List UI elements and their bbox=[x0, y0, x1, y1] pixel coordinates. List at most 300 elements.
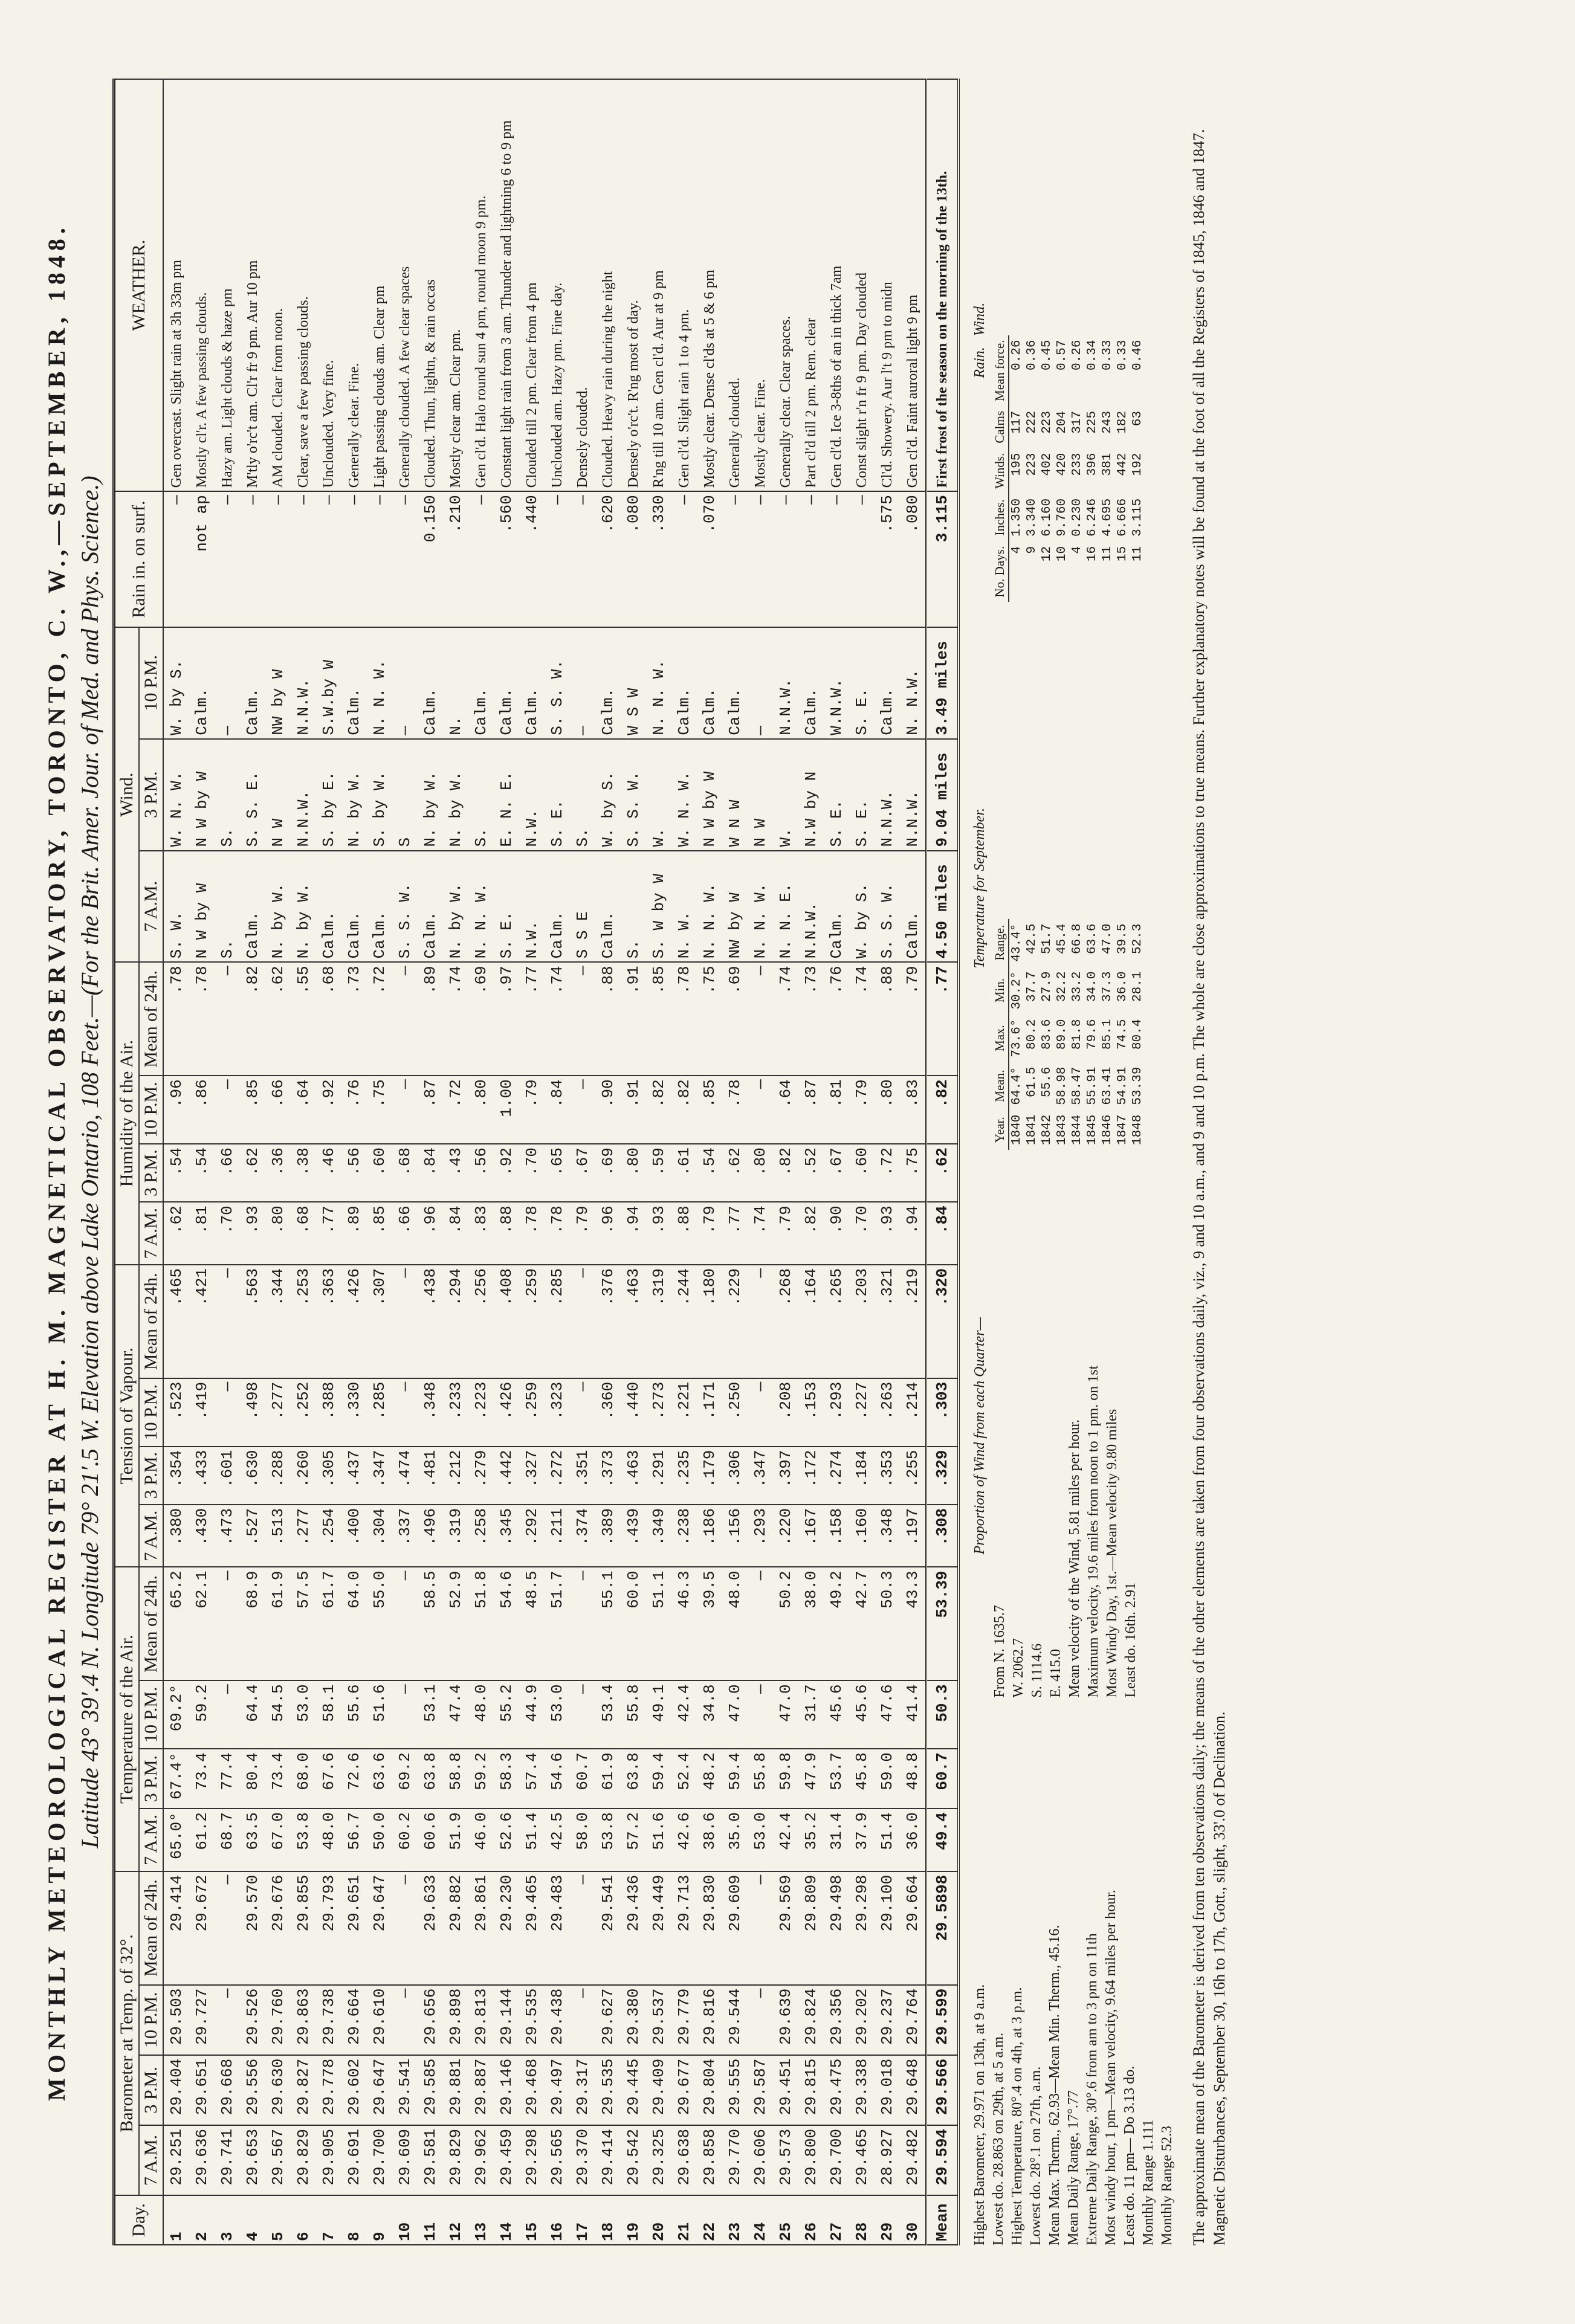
value-cell: 47.0 bbox=[722, 1680, 748, 1749]
value-cell: 29.727 bbox=[189, 1985, 215, 2055]
sub-mean: Mean of 24h. bbox=[139, 1265, 163, 1378]
value-cell: .463 bbox=[621, 1447, 646, 1505]
value-cell: 47.4 bbox=[443, 1680, 468, 1749]
value-cell: .421 bbox=[189, 1265, 215, 1378]
value-cell: 63.8 bbox=[418, 1749, 443, 1809]
day-row bbox=[265, 79, 291, 2245]
wind-summary bbox=[972, 1174, 1178, 1698]
value-cell: 29.610 bbox=[367, 1985, 392, 2055]
mini-cell: 6.160 bbox=[1040, 498, 1054, 537]
value-cell: .221 bbox=[671, 1378, 697, 1447]
day-cell: 30 bbox=[900, 2195, 927, 2245]
value-cell: 29.380 bbox=[621, 1985, 646, 2055]
value-cell: .76 bbox=[824, 962, 849, 1076]
value-cell: — bbox=[392, 1985, 418, 2055]
wind-cell: NW by W bbox=[265, 627, 291, 739]
value-cell: 29.459 bbox=[494, 2125, 519, 2195]
sub-10pm: 10 P.M. bbox=[139, 1680, 163, 1749]
day-cell: 11 bbox=[418, 2195, 443, 2245]
value-cell: 29.700 bbox=[824, 2125, 849, 2195]
mini-cell: 37.3 bbox=[1101, 971, 1114, 1002]
value-cell: 60.7 bbox=[927, 1749, 959, 1809]
value-cell: 29.438 bbox=[545, 1985, 570, 2055]
value-cell: 29.609 bbox=[722, 1871, 748, 1985]
value-cell: — bbox=[392, 1076, 418, 1144]
value-cell: 29.298 bbox=[519, 2125, 545, 2195]
wind-cell: N.N.W. bbox=[798, 851, 824, 963]
value-cell: .164 bbox=[798, 1265, 824, 1378]
mini-cell: 66.8 bbox=[1070, 923, 1084, 954]
value-cell: 29.338 bbox=[849, 2055, 875, 2125]
value-cell: — bbox=[748, 962, 773, 1076]
value-cell: — bbox=[570, 1265, 595, 1378]
value-cell: .277 bbox=[265, 1378, 291, 1447]
value-cell: .219 bbox=[900, 1265, 927, 1378]
value-cell: 29.594 bbox=[927, 2125, 959, 2195]
value-cell: 45.6 bbox=[824, 1680, 849, 1749]
temp-table-caption: Temperature for September. bbox=[972, 807, 988, 969]
value-cell: .255 bbox=[900, 1447, 927, 1505]
value-cell: 77.4 bbox=[215, 1749, 240, 1809]
value-cell: .72 bbox=[367, 962, 392, 1076]
wind-cell: N. W. bbox=[671, 851, 697, 963]
value-cell: .80 bbox=[621, 1144, 646, 1202]
wind-cell: W.N.W. bbox=[824, 627, 849, 739]
mini-cell: 182 bbox=[1116, 410, 1130, 434]
value-cell: 58.0 bbox=[570, 1809, 595, 1871]
mini-row bbox=[1115, 919, 1130, 1150]
wind-cell: S. S. W. bbox=[545, 627, 570, 739]
sub-mean: Mean of 24h. bbox=[139, 1567, 163, 1680]
mini-cell: 223 bbox=[1025, 453, 1039, 476]
value-cell: 61.9 bbox=[595, 1749, 621, 1809]
wind-cell: S. E. bbox=[494, 851, 519, 963]
register-body bbox=[163, 79, 959, 2245]
value-cell: .88 bbox=[875, 962, 900, 1076]
value-cell: 1.00 bbox=[494, 1076, 519, 1144]
sub-3pm: 3 P.M. bbox=[139, 739, 163, 851]
value-cell: — bbox=[748, 1076, 773, 1144]
value-cell: 47.9 bbox=[798, 1749, 824, 1809]
value-cell: .79 bbox=[697, 1202, 722, 1265]
value-cell: .70 bbox=[215, 1202, 240, 1265]
wind-cell: W. by S. bbox=[595, 739, 621, 851]
value-cell: 39.5 bbox=[697, 1567, 722, 1680]
rain-table-caption bbox=[972, 79, 988, 602]
col-day: Day. bbox=[114, 2195, 164, 2245]
mini-row bbox=[1009, 335, 1024, 602]
wind-cell: W. bbox=[646, 739, 671, 851]
day-row bbox=[163, 79, 189, 2245]
value-cell: — bbox=[570, 491, 595, 627]
value-cell: .96 bbox=[595, 1202, 621, 1265]
value-cell: 29.498 bbox=[824, 1871, 849, 1985]
value-cell: .474 bbox=[392, 1447, 418, 1505]
sub-10pm: 10 P.M. bbox=[139, 627, 163, 739]
value-cell: .184 bbox=[849, 1447, 875, 1505]
value-cell: 48.2 bbox=[697, 1749, 722, 1809]
value-cell: 29.144 bbox=[494, 1985, 519, 2055]
wind-quarters bbox=[992, 1174, 1064, 1698]
value-cell: .160 bbox=[849, 1505, 875, 1567]
value-cell: 29.251 bbox=[163, 2125, 189, 2195]
value-cell: .426 bbox=[494, 1378, 519, 1447]
value-cell: 42.4 bbox=[773, 1809, 798, 1871]
wind-cell: S. E. bbox=[545, 739, 570, 851]
mini-row bbox=[1070, 335, 1085, 602]
day-cell: 23 bbox=[722, 2195, 748, 2245]
wind-cell: N. N. W. bbox=[468, 851, 494, 963]
mini-cell: 0.33 bbox=[1116, 340, 1130, 370]
value-cell: .292 bbox=[519, 1505, 545, 1567]
wind-cell: N.N.W. bbox=[291, 739, 316, 851]
value-cell: 51.7 bbox=[545, 1567, 570, 1680]
day-row bbox=[798, 79, 824, 2245]
wind-cell: E. N. E. bbox=[494, 739, 519, 851]
value-cell: — bbox=[367, 491, 392, 627]
value-cell: 29.638 bbox=[671, 2125, 697, 2195]
value-cell: .560 bbox=[494, 491, 519, 627]
wind-cell: Calm. bbox=[671, 627, 697, 739]
value-cell: 52.6 bbox=[494, 1809, 519, 1871]
day-row bbox=[189, 79, 215, 2245]
rain-table bbox=[992, 335, 1145, 602]
value-cell: 29.676 bbox=[265, 1871, 291, 1985]
value-cell: — bbox=[798, 491, 824, 627]
mini-header: Max. bbox=[992, 1015, 1009, 1062]
value-cell: 29.018 bbox=[875, 2055, 900, 2125]
weather-cell: Densely clouded. bbox=[570, 79, 595, 491]
value-cell: .601 bbox=[215, 1447, 240, 1505]
value-cell: .233 bbox=[443, 1378, 468, 1447]
wind-cell: N.N.W. bbox=[773, 627, 798, 739]
value-cell: .60 bbox=[849, 1144, 875, 1202]
value-cell: .77 bbox=[927, 962, 959, 1076]
day-row bbox=[494, 79, 519, 2245]
weather-cell: Gen cl'd. Ice 3-8ths of an in thick 7am bbox=[824, 79, 849, 491]
value-cell: .86 bbox=[189, 1076, 215, 1144]
value-cell: 29.230 bbox=[494, 1871, 519, 1985]
value-cell: .69 bbox=[468, 962, 494, 1076]
value-cell: .167 bbox=[798, 1505, 824, 1567]
value-cell: — bbox=[570, 1680, 595, 1749]
day-row bbox=[341, 79, 367, 2245]
value-cell: .82 bbox=[646, 1076, 671, 1144]
day-row bbox=[240, 79, 265, 2245]
value-cell: .82 bbox=[927, 1076, 959, 1144]
value-cell: — bbox=[570, 1378, 595, 1447]
value-cell: 53.0 bbox=[748, 1809, 773, 1871]
day-cell: 5 bbox=[265, 2195, 291, 2245]
wind-cell: Calm. bbox=[341, 851, 367, 963]
day-row bbox=[595, 79, 621, 2245]
weather-cell: Gen cl'd. Slight rain 1 to 4 pm. bbox=[671, 79, 697, 491]
day-cell: 27 bbox=[824, 2195, 849, 2245]
temp-table bbox=[992, 919, 1145, 1150]
value-cell: 62.1 bbox=[189, 1567, 215, 1680]
mini-row bbox=[1040, 919, 1055, 1150]
value-cell: .72 bbox=[875, 1144, 900, 1202]
value-cell: 29.100 bbox=[875, 1871, 900, 1985]
value-cell: 34.8 bbox=[697, 1680, 722, 1749]
value-cell: — bbox=[392, 1567, 418, 1680]
value-cell: 29.668 bbox=[215, 2055, 240, 2125]
value-cell: 60.6 bbox=[418, 1809, 443, 1871]
mini-cell: 32.2 bbox=[1055, 971, 1069, 1002]
mini-cell: 28.1 bbox=[1131, 971, 1145, 1002]
value-cell: .69 bbox=[722, 962, 748, 1076]
value-cell: .250 bbox=[722, 1378, 748, 1447]
wind-cell: N W bbox=[265, 739, 291, 851]
value-cell: 29.713 bbox=[671, 1871, 697, 1985]
value-cell: 29.298 bbox=[849, 1871, 875, 1985]
value-cell: .85 bbox=[646, 962, 671, 1076]
value-cell: .60 bbox=[367, 1144, 392, 1202]
value-cell: 29.741 bbox=[215, 2125, 240, 2195]
mini-row bbox=[1024, 335, 1040, 602]
value-cell: 53.8 bbox=[291, 1809, 316, 1871]
mini-cell: 225 bbox=[1085, 410, 1099, 434]
mini-cell: 9.760 bbox=[1055, 498, 1069, 537]
mini-cell: 63 bbox=[1131, 410, 1145, 427]
value-cell: 29.565 bbox=[545, 2125, 570, 2195]
value-cell: — bbox=[570, 1567, 595, 1680]
day-cell: 13 bbox=[468, 2195, 494, 2245]
value-cell: 67.0 bbox=[265, 1809, 291, 1871]
value-cell: 29.653 bbox=[240, 2125, 265, 2195]
mini-row bbox=[1085, 335, 1100, 602]
value-cell: 65.0° bbox=[163, 1809, 189, 1871]
value-cell: 29.829 bbox=[291, 2125, 316, 2195]
value-cell: .36 bbox=[265, 1144, 291, 1202]
wind-cell: Calm. bbox=[418, 627, 443, 739]
day-cell: 26 bbox=[798, 2195, 824, 2245]
value-cell: .66 bbox=[215, 1144, 240, 1202]
value-cell: 29.497 bbox=[545, 2055, 570, 2125]
value-cell: .274 bbox=[824, 1447, 849, 1505]
value-cell: .321 bbox=[875, 1265, 900, 1378]
value-cell: .87 bbox=[798, 1076, 824, 1144]
mini-cell: 204 bbox=[1055, 410, 1069, 434]
mini-header: Year. bbox=[992, 1110, 1009, 1150]
mini-cell: 117 bbox=[1010, 410, 1024, 434]
value-cell: .87 bbox=[418, 1076, 443, 1144]
value-cell: 72.6 bbox=[341, 1749, 367, 1809]
wind-quarter: W. 2062.7 bbox=[1011, 1638, 1026, 1698]
value-cell: 29.585 bbox=[418, 2055, 443, 2125]
weather-cell: Generally clear. Fine. bbox=[341, 79, 367, 491]
value-cell: 55.8 bbox=[621, 1680, 646, 1749]
rain-history bbox=[972, 79, 1178, 602]
value-cell: .363 bbox=[316, 1265, 341, 1378]
wind-cell: S. bbox=[468, 739, 494, 851]
value-cell: .89 bbox=[418, 962, 443, 1076]
value-cell: .82 bbox=[671, 1076, 697, 1144]
day-cell: Mean bbox=[927, 2195, 959, 2245]
value-cell: .81 bbox=[824, 1076, 849, 1144]
wind-cell: NW by W bbox=[722, 851, 748, 963]
value-cell: .203 bbox=[849, 1265, 875, 1378]
value-cell: 38.6 bbox=[697, 1809, 722, 1871]
value-cell: — bbox=[215, 1265, 240, 1378]
value-cell: 55.8 bbox=[748, 1749, 773, 1809]
value-cell: 29.483 bbox=[545, 1871, 570, 1985]
summary-line: Extreme Daily Range, 30°.6 from am to 3 pm on 11th bbox=[1084, 1933, 1100, 2245]
wind-cell: S. E. bbox=[849, 627, 875, 739]
mini-cell: 3.340 bbox=[1025, 498, 1039, 537]
wind-cell: N.W. bbox=[519, 851, 545, 963]
value-cell: — bbox=[215, 962, 240, 1076]
mini-cell: 55.91 bbox=[1085, 1067, 1099, 1105]
value-cell: 29.475 bbox=[824, 2055, 849, 2125]
value-cell: 29.881 bbox=[443, 2055, 468, 2125]
value-cell: .320 bbox=[927, 1265, 959, 1378]
value-cell: .66 bbox=[265, 1076, 291, 1144]
value-cell: 29.700 bbox=[367, 2125, 392, 2195]
value-cell: .74 bbox=[849, 962, 875, 1076]
value-cell: 36.0 bbox=[900, 1809, 927, 1871]
value-cell: — bbox=[215, 491, 240, 627]
value-cell: 29.567 bbox=[265, 2125, 291, 2195]
value-cell: .305 bbox=[316, 1447, 341, 1505]
value-cell: 31.4 bbox=[824, 1809, 849, 1871]
mini-cell: 442 bbox=[1116, 453, 1130, 476]
day-cell: 18 bbox=[595, 2195, 621, 2245]
value-cell: 49.2 bbox=[824, 1567, 849, 1680]
value-cell: .54 bbox=[697, 1144, 722, 1202]
weather-cell: Mostly clear. Fine. bbox=[748, 79, 773, 491]
value-cell: .172 bbox=[798, 1447, 824, 1505]
value-cell: 37.9 bbox=[849, 1809, 875, 1871]
value-cell: 60.2 bbox=[392, 1809, 418, 1871]
value-cell: .438 bbox=[418, 1265, 443, 1378]
mini-cell: 83.6 bbox=[1040, 1019, 1054, 1050]
value-cell: 29.482 bbox=[900, 2125, 927, 2195]
weather-cell: AM clouded. Clear from noon. bbox=[265, 79, 291, 491]
value-cell: 53.4 bbox=[595, 1680, 621, 1749]
value-cell: 29.800 bbox=[798, 2125, 824, 2195]
value-cell: — bbox=[773, 491, 798, 627]
value-cell: — bbox=[215, 1680, 240, 1749]
wind-cell: N. bbox=[443, 627, 468, 739]
value-cell: 29.556 bbox=[240, 2055, 265, 2125]
value-cell: .68 bbox=[291, 1202, 316, 1265]
value-cell: .400 bbox=[341, 1505, 367, 1567]
mini-cell: 33.2 bbox=[1070, 971, 1084, 1002]
value-cell: 42.5 bbox=[545, 1809, 570, 1871]
value-cell: 29.738 bbox=[316, 1985, 341, 2055]
sub-10pm: 10 P.M. bbox=[139, 1985, 163, 2055]
value-cell: .440 bbox=[621, 1378, 646, 1447]
wind-cell: S. E. bbox=[824, 739, 849, 851]
value-cell: .77 bbox=[519, 962, 545, 1076]
value-cell: .620 bbox=[595, 491, 621, 627]
day-cell: 15 bbox=[519, 2195, 545, 2245]
value-cell: .179 bbox=[697, 1447, 722, 1505]
mini-cell: 36.0 bbox=[1116, 971, 1130, 1002]
value-cell: 29.627 bbox=[595, 1985, 621, 2055]
value-cell: 29.535 bbox=[595, 2055, 621, 2125]
value-cell: .211 bbox=[545, 1505, 570, 1567]
value-cell: .85 bbox=[367, 1202, 392, 1265]
value-cell: — bbox=[748, 1871, 773, 1985]
sub-7am: 7 A.M. bbox=[139, 1809, 163, 1871]
value-cell: 47.6 bbox=[875, 1680, 900, 1749]
value-cell: .94 bbox=[621, 1202, 646, 1265]
wind-cell: N. N. W. bbox=[748, 851, 773, 963]
value-cell: .79 bbox=[849, 1076, 875, 1144]
wind-cell: S. S. E. bbox=[240, 739, 265, 851]
mini-cell: 42.5 bbox=[1025, 923, 1039, 954]
mini-cell: 1844 bbox=[1070, 1114, 1084, 1145]
value-cell: — bbox=[671, 491, 697, 627]
register-subtitle: Latitude 43° 39′.4 N. Longitude 79° 21′.5 W. Elevation above Lake Ontario, 108 Feet.—(For the Brit. Amer. Jour. of Med. and Phys. Science.) bbox=[76, 476, 103, 1848]
mini-row bbox=[1115, 335, 1130, 602]
mini-cell: 15 bbox=[1116, 546, 1130, 562]
mini-cell: 27.9 bbox=[1040, 971, 1054, 1002]
wind-cell: S. bbox=[621, 851, 646, 963]
value-cell: 48.8 bbox=[900, 1749, 927, 1809]
day-row bbox=[697, 79, 722, 2245]
value-cell: .388 bbox=[316, 1378, 341, 1447]
mini-header: Inches. bbox=[992, 494, 1009, 541]
value-cell: .513 bbox=[265, 1505, 291, 1567]
sub-10pm: 10 P.M. bbox=[139, 1378, 163, 1447]
day-row bbox=[621, 79, 646, 2245]
value-cell: — bbox=[748, 491, 773, 627]
value-cell: .329 bbox=[927, 1447, 959, 1505]
value-cell: — bbox=[392, 491, 418, 627]
value-cell: .303 bbox=[927, 1378, 959, 1447]
wind-cell: 9.04 miles bbox=[927, 739, 959, 851]
value-cell: .80 bbox=[748, 1144, 773, 1202]
value-cell: .88 bbox=[494, 1202, 519, 1265]
value-cell: 29.468 bbox=[519, 2055, 545, 2125]
value-cell: 55.1 bbox=[595, 1567, 621, 1680]
value-cell: .77 bbox=[722, 1202, 748, 1265]
weather-cell: Densely o'rc't. R'ng most of day. bbox=[621, 79, 646, 491]
day-row bbox=[875, 79, 900, 2245]
value-cell: .527 bbox=[240, 1505, 265, 1567]
wind-caption: Proportion of Wind from each Quarter— bbox=[972, 1317, 988, 1555]
day-row bbox=[545, 79, 570, 2245]
value-cell: not ap bbox=[189, 491, 215, 627]
value-cell: .353 bbox=[875, 1447, 900, 1505]
wind-cell: — bbox=[215, 627, 240, 739]
wind-cell: N.N.W. bbox=[900, 739, 927, 851]
wind-cell: Calm. bbox=[798, 627, 824, 739]
value-cell: — bbox=[748, 1985, 773, 2055]
value-cell: .463 bbox=[621, 1265, 646, 1378]
value-cell: 60.7 bbox=[570, 1749, 595, 1809]
wind-cell: N W bbox=[748, 739, 773, 851]
wind-cell: Calm. bbox=[494, 627, 519, 739]
wind-cell: — bbox=[570, 627, 595, 739]
mini-cell: 61.5 bbox=[1025, 1067, 1039, 1097]
value-cell: 29.633 bbox=[418, 1871, 443, 1985]
wind-cell: Calm. bbox=[595, 627, 621, 739]
mini-cell: 195 bbox=[1010, 453, 1024, 476]
mini-cell: 47.0 bbox=[1101, 923, 1114, 954]
value-cell: .214 bbox=[900, 1378, 927, 1447]
mini-row bbox=[1055, 919, 1070, 1150]
register-header bbox=[42, 79, 104, 2245]
value-cell: .440 bbox=[519, 491, 545, 627]
mini-header: Min. bbox=[992, 967, 1009, 1015]
value-cell: .74 bbox=[443, 962, 468, 1076]
wind-cell: Calm. bbox=[545, 851, 570, 963]
mini-cell: 73.6° bbox=[1010, 1019, 1024, 1057]
